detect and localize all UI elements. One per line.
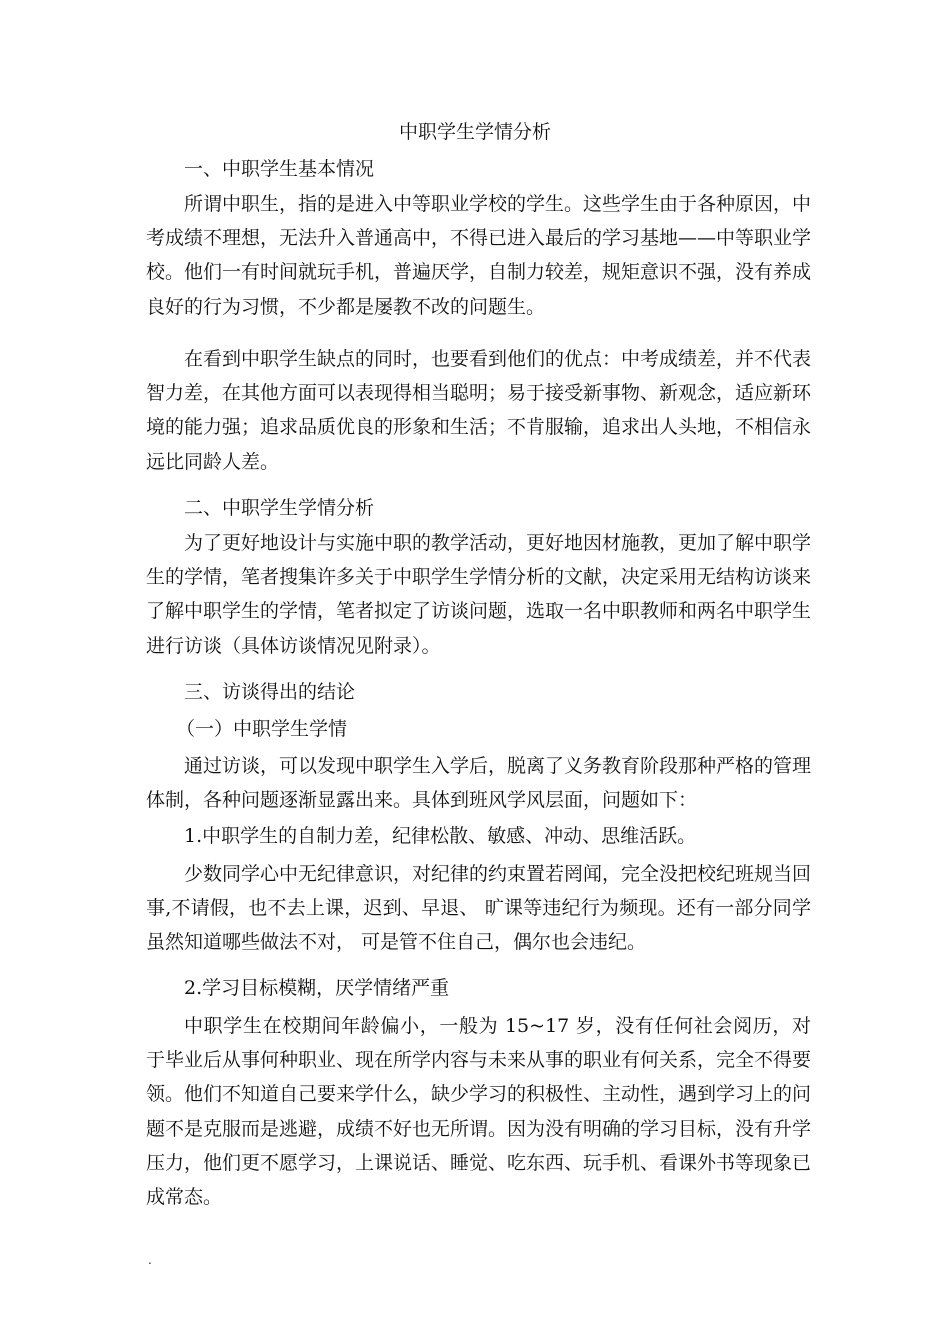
document-title: 中职学生学情分析 <box>398 121 551 143</box>
section-heading-1: 一、中职学生基本情况 <box>184 158 375 180</box>
list-item-2-heading: 2.学习目标模糊，厌学情绪严重 <box>184 977 450 999</box>
section-heading-2: 二、中职学生学情分析 <box>184 497 375 519</box>
list-item-1-heading: 1.中职学生的自制力差，纪律松散、敏感、冲动、思维活跃。 <box>184 825 697 847</box>
paragraph-6: 中职学生在校期间年龄偏小，一般为 15~17 岁，没有任何社会阅历，对于毕业后从事何种职业、现在所学内容与未来从事的职业有何关系，完全不得要领。他们不知道自己要来学什么，缺少学习的积极性、主动性，遇到学习上的问题不是克服而是逃避，成绩不好也无所谓。因为没有明确的学习目标，没有升学压力，他们更不愿学习，上课说话、睡觉、吃东西、玩手机、看课外书等现象已成常态。 <box>146 1015 812 1209</box>
paragraph-3: 为了更好地设计与实施中职的教学活动，更好地因材施教，更加了解中职学生的学情，笔者搜集许多关于中职学生学情分析的文献，决定采用无结构访谈来了解中职学生的学情，笔者拟定了访谈问题，选取一名中职教师和两名中职学生进行访谈（具体访谈情况见附录）。 <box>146 532 812 657</box>
section-heading-3: 三、访谈得出的结论 <box>184 681 356 703</box>
footer-mark: . <box>148 1253 152 1267</box>
paragraph-1: 所谓中职生，指的是进入中等职业学校的学生。这些学生由于各种原因，中考成绩不理想，无法升入普通高中，不得已进入最后的学习基地——中等职业学校。他们一有时间就玩手机，普遍厌学，自制力较差，规矩意识不强，没有养成良好的行为习惯，不少都是屡教不改的问题生。 <box>146 193 812 318</box>
paragraph-2: 在看到中职学生缺点的同时，也要看到他们的优点：中考成绩差，并不代表智力差，在其他方面可以表现得相当聪明；易于接受新事物、新观念，适应新环境的能力强；追求品质优良的形象和生活；不肯服输，追求出人头地，不相信永远比同龄人差。 <box>146 348 812 473</box>
paragraph-5: 少数同学心中无纪律意识，对纪律的约束置若罔闻，完全没把校纪班规当回事,不请假，也不去上课，迟到、早退、 旷课等违纪行为频现。还有一部分同学虽然知道哪些做法不对， 可是管不住自己，偶尔也会违纪。 <box>146 863 812 954</box>
subsection-heading-1: （一）中职学生学情 <box>176 718 348 740</box>
paragraph-4: 通过访谈，可以发现中职学生入学后，脱离了义务教育阶段那种严格的管理体制，各种问题逐渐显露出来。具体到班风学风层面，问题如下： <box>146 755 812 812</box>
